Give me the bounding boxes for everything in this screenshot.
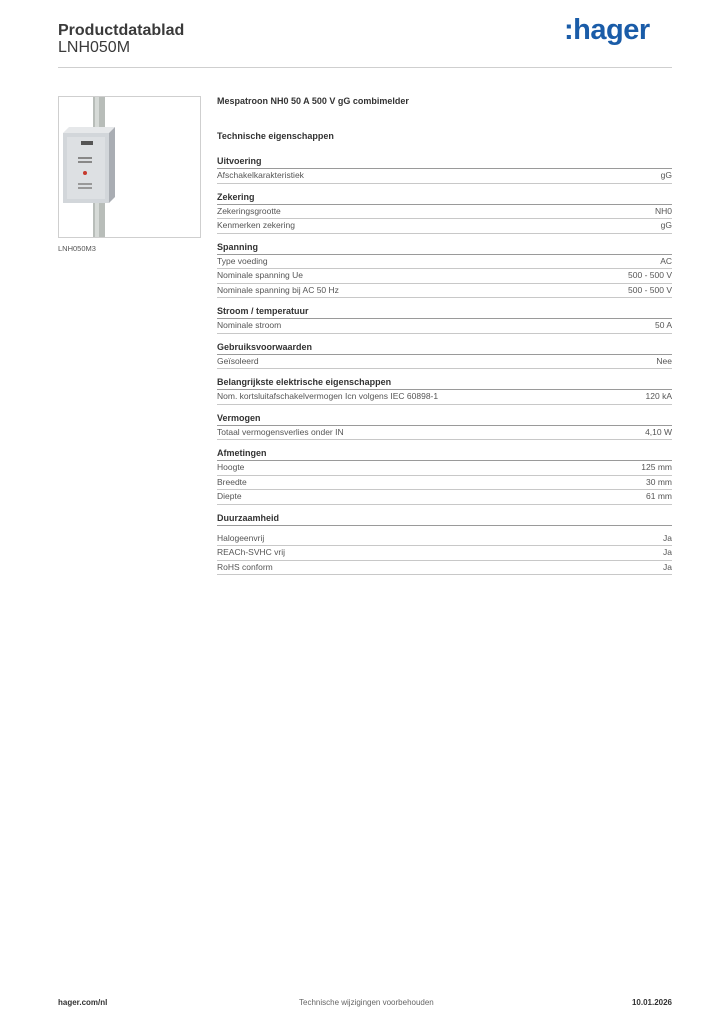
section-title: Vermogen (217, 413, 672, 426)
section-vermogen (217, 413, 672, 441)
spec-value: Ja (663, 547, 672, 557)
spec-label: Afschakelkarakteristiek (217, 170, 304, 180)
spec-value: Ja (663, 532, 672, 543)
spec-value: 61 mm (646, 491, 672, 501)
product-name: Mespatroon NH0 50 A 500 V gG combimelder (217, 96, 409, 106)
spec-label: Totaal vermogensverlies onder IN (217, 426, 344, 437)
section-gebruiksvoorwaarden (217, 342, 672, 370)
spec-value: 500 - 500 V (628, 284, 672, 295)
spec-row (217, 269, 672, 284)
fuse-illustration (59, 97, 201, 238)
section-title: Stroom / temperatuur (217, 306, 672, 319)
spec-row (217, 546, 672, 561)
spec-value: gG (660, 170, 672, 180)
spec-label: Nom. kortsluitafschakelvermogen Icn volgens IEC 60898-1 (217, 391, 439, 401)
page-title: Productdatablad (58, 22, 185, 39)
spec-row (217, 490, 672, 505)
spec-label: REACh-SVHC vrij (217, 547, 286, 557)
spec-label: Type voeding (217, 255, 268, 266)
spec-label: Breedte (217, 476, 247, 487)
spec-label: Halogeenvrij (217, 532, 265, 543)
section-title: Duurzaamheid (217, 513, 672, 526)
spec-row (217, 169, 672, 184)
section-title: Uitvoering (217, 156, 672, 169)
section-spanning (217, 242, 672, 299)
spec-row (217, 532, 672, 547)
spec-row (217, 426, 672, 441)
spec-value: Nee (656, 355, 672, 366)
footer-date: 10.01.2026 (631, 998, 672, 1007)
spec-label: Nominale spanning Ue (217, 270, 303, 280)
spec-label: Hoogte (217, 462, 245, 472)
spec-row (217, 355, 672, 370)
spec-row (217, 476, 672, 491)
hager-logo: :hager (564, 14, 650, 46)
spec-value: Ja (663, 561, 672, 572)
header-divider (58, 67, 672, 68)
section-title: Belangrijkste elektrische eigenschappen (217, 377, 672, 390)
spec-value: 30 mm (646, 476, 672, 487)
spec-value: AC (660, 255, 672, 266)
spec-row (217, 255, 672, 270)
footer-disclaimer: Technische wijzigingen voorbehouden (299, 998, 434, 1007)
spec-label: RoHS conform (217, 561, 273, 572)
spec-content (217, 96, 672, 583)
spec-label: Geïsoleerd (217, 355, 259, 366)
spec-value: 125 mm (641, 462, 672, 472)
product-image (58, 96, 201, 238)
spec-value: gG (660, 220, 672, 230)
spec-row (217, 461, 672, 476)
spec-row (217, 284, 672, 299)
spec-row (217, 319, 672, 334)
section-elektrische-eigenschappen (217, 377, 672, 405)
section-title: Spanning (217, 242, 672, 255)
section-title: Afmetingen (217, 448, 672, 461)
section-title: Gebruiksvoorwaarden (217, 342, 672, 355)
spec-value: NH0 (654, 205, 672, 216)
section-afmetingen (217, 448, 672, 505)
section-stroom-temperatuur (217, 306, 672, 334)
spec-label: Nominale stroom (217, 320, 282, 330)
section-zekering (217, 192, 672, 234)
spec-value: 4,10 W (645, 426, 672, 437)
spec-row (217, 390, 672, 405)
footer-website-link[interactable]: hager.com/nl (58, 998, 108, 1007)
spec-label: Nominale spanning bij AC 50 Hz (217, 284, 339, 295)
product-code: LNH050M (58, 39, 131, 56)
spec-label: Zekeringsgrootte (217, 205, 281, 216)
section-title: Zekering (217, 192, 672, 205)
spec-value: 500 - 500 V (628, 270, 672, 280)
spec-row (217, 561, 672, 576)
spec-value: 50 A (654, 320, 672, 330)
spec-label: Kenmerken zekering (217, 220, 295, 230)
image-caption: LNH050M3 (58, 244, 96, 253)
spec-value: 120 kA (645, 391, 672, 401)
spec-label: Diepte (217, 491, 242, 501)
section-duurzaamheid (217, 513, 672, 576)
section-uitvoering (217, 156, 672, 184)
spec-row (217, 219, 672, 234)
tech-properties-title: Technische eigenschappen (217, 131, 334, 141)
spec-row (217, 205, 672, 220)
